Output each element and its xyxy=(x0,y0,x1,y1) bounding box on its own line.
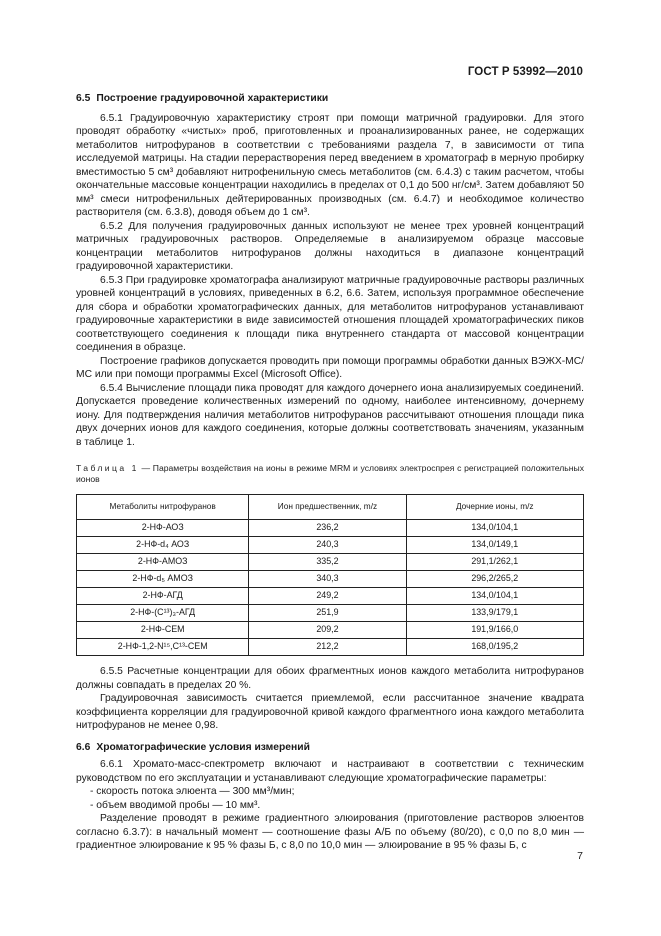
list-item: - скорость потока элюента — 300 мм³/мин; xyxy=(90,786,295,797)
table-cell: 2-НФ-1,2-N¹⁵,C¹³-СЕМ xyxy=(77,639,249,656)
table-cell: 168,0/195,2 xyxy=(406,639,583,656)
table-cell: 134,0/149,1 xyxy=(406,537,583,554)
table-cell: 191,9/166,0 xyxy=(406,622,583,639)
table-cell: 2-НФ-АМОЗ xyxy=(77,554,249,571)
table-cell: 2-НФ-d₅ АМОЗ xyxy=(77,571,249,588)
table-cell: 335,2 xyxy=(249,554,406,571)
table-cell: 291,1/262,1 xyxy=(406,554,583,571)
table-row xyxy=(77,537,584,554)
section-heading-6-6 xyxy=(76,741,584,755)
after-table-block xyxy=(76,665,584,733)
table-row xyxy=(77,520,584,537)
table-cell: 2-НФ-СЕМ xyxy=(77,622,249,639)
paragraph-6-5-3: 6.5.3 При градуировке хроматографа анализируют матричные градуировочные растворы различных уровней концентраций в условиях, приведенных в 6.2, 6.6. Затем, используя программное обеспечение для сбора и обработки хроматографических данных, для метаболитов нитрофуранов устанавливают градуировочные характеристики в виде зависимостей отношения площадей хроматографических пиков соответствующего соединения к площади пика внутреннего стандарта от массовой концентрации соединения в образце. xyxy=(76,274,584,353)
table-cell: 133,9/179,1 xyxy=(406,605,583,622)
table-cell: 2-НФ-АОЗ xyxy=(77,520,249,537)
section-heading-6-5 xyxy=(76,92,584,106)
parameter-list xyxy=(76,785,584,812)
ion-parameters-table xyxy=(76,494,584,656)
table-row xyxy=(77,571,584,588)
document-code: ГОСТ Р 53992—2010 xyxy=(467,66,583,78)
table-row xyxy=(77,639,584,656)
paragraph-6-5-4: 6.5.4 Вычисление площади пика проводят для каждого дочернего иона анализируемых соединений. Допускается проведение количественных измерений по одному, наиболее интенсивному, дочернему иону. Для подтверждения наличия метаболитов нитрофуранов рассчитывают отношения площади пика двух дочерних ионов для каждого соединения, которые должны соответствовать значениям, указанным в таблице 1. xyxy=(76,382,584,448)
table-cell: 251,9 xyxy=(249,605,406,622)
paragraph-6-5-5: 6.5.5 Расчетные концентрации для обоих фрагментных ионов каждого метаболита нитрофуранов должны совпадать в пределах 20 %. xyxy=(76,666,584,691)
table-cell: 209,2 xyxy=(249,622,406,639)
column-header: Метаболиты нитрофуранов xyxy=(77,495,249,520)
table-cell: 2-НФ-АГД xyxy=(77,588,249,605)
table-row xyxy=(77,605,584,622)
paragraph-graphs: Построение графиков допускается проводить при помощи программы обработки данных ВЭЖХ-МС/МС или при помощи программы Excel (Microsoft Office). xyxy=(76,355,584,380)
list-item: - объем вводимой пробы — 10 мм³. xyxy=(90,799,261,811)
paragraph-gradient: Разделение проводят в режиме градиентного элюирования (приготовление растворов элюентов согласно 6.3.7): в начальный момент — соотношение фазы А/Б по объему (80/20), с 0,0 по 8,0 мин — градиентное элюирование к 95 % фазы Б, с 8,0 по 10,0 мин — элюирование в 95 % фазы Б, с xyxy=(76,813,584,851)
table-caption-text: — Параметры воздействия на ионы в режиме MRM и условиях электроспрея с регистрацией положительных ионов xyxy=(76,463,584,484)
table-label: Таблица 1 xyxy=(76,463,139,473)
table-cell: 340,3 xyxy=(249,571,406,588)
table-cell: 296,2/265,2 xyxy=(406,571,583,588)
paragraph-acceptance: Градуировочная зависимость считается приемлемой, если рассчитанное значение квадрата коэффициента корреляции для градуировочной кривой каждого фрагментного иона каждого метаболита нитрофуранов не менее 0,98. xyxy=(76,693,584,731)
table-cell: 249,2 xyxy=(249,588,406,605)
table-cell: 2-НФ-d₄ АОЗ xyxy=(77,537,249,554)
paragraph-6-6-1: 6.6.1 Хромато-масс-спектрометр включают и настраивают в соответствии с техническим руководством по его эксплуатации и устанавливают следующие хроматографические параметры: xyxy=(76,759,584,784)
table-cell: 212,2 xyxy=(249,639,406,656)
table-row xyxy=(77,588,584,605)
table-cell: 2-НФ-(C¹³)₃-АГД xyxy=(77,605,249,622)
section-title: Хроматографические условия измерений xyxy=(96,741,310,753)
table-cell: 134,0/104,1 xyxy=(406,520,583,537)
paragraph-6-5-2: 6.5.2 Для получения градуировочных данных используют не менее трех уровней концентраций матричных градуировочных растворов. Определяемые в анализируемом образце массовые концентрации метаболитов нитрофуранов должны находиться в диапазоне концентраций градуировочной характеристики. xyxy=(76,220,584,272)
table-cell: 236,2 xyxy=(249,520,406,537)
table-row xyxy=(77,622,584,639)
section-title: Построение градуировочной характеристики xyxy=(96,93,329,104)
table-row xyxy=(77,554,584,571)
page-number: 7 xyxy=(577,850,583,862)
column-header: Ион предшественник, m/z xyxy=(249,495,406,520)
document-body xyxy=(76,92,584,853)
table-header-row xyxy=(77,495,584,520)
table-cell: 134,0/104,1 xyxy=(406,588,583,605)
section-number: 6.6 xyxy=(76,741,91,753)
table-caption xyxy=(76,463,584,485)
section-number: 6.5 xyxy=(76,93,91,104)
table-cell: 240,3 xyxy=(249,537,406,554)
column-header: Дочерние ионы, m/z xyxy=(406,495,583,520)
paragraph-6-5-1: 6.5.1 Градуировочную характеристику строят при помощи матричной градуировки. Для этого проводят обработку «чистых» проб, приготовленных и проанализированных ранее, не содержащих метаболитов нитрофуранов в соответствии с требованиями раздела 7, в зависимости от типа исследуемой матрицы. На стадии перерастворения перед введением в хроматограф в мерную пробирку вместимостью 5 см³ добавляют нитрофенильную смесь метаболитов (см. 6.4.3) с таким расчетом, чтобы окончательные массовые концентрации находились в пределах от 0,1 до 500 нг/см³. Затем добавляют 50 мм³ смеси нитрофенильных дейтерированных производных (см. 6.4.7) и необходимое количество растворителя (см. 6.3.8), доводя объем до 1 см³. xyxy=(76,112,584,218)
